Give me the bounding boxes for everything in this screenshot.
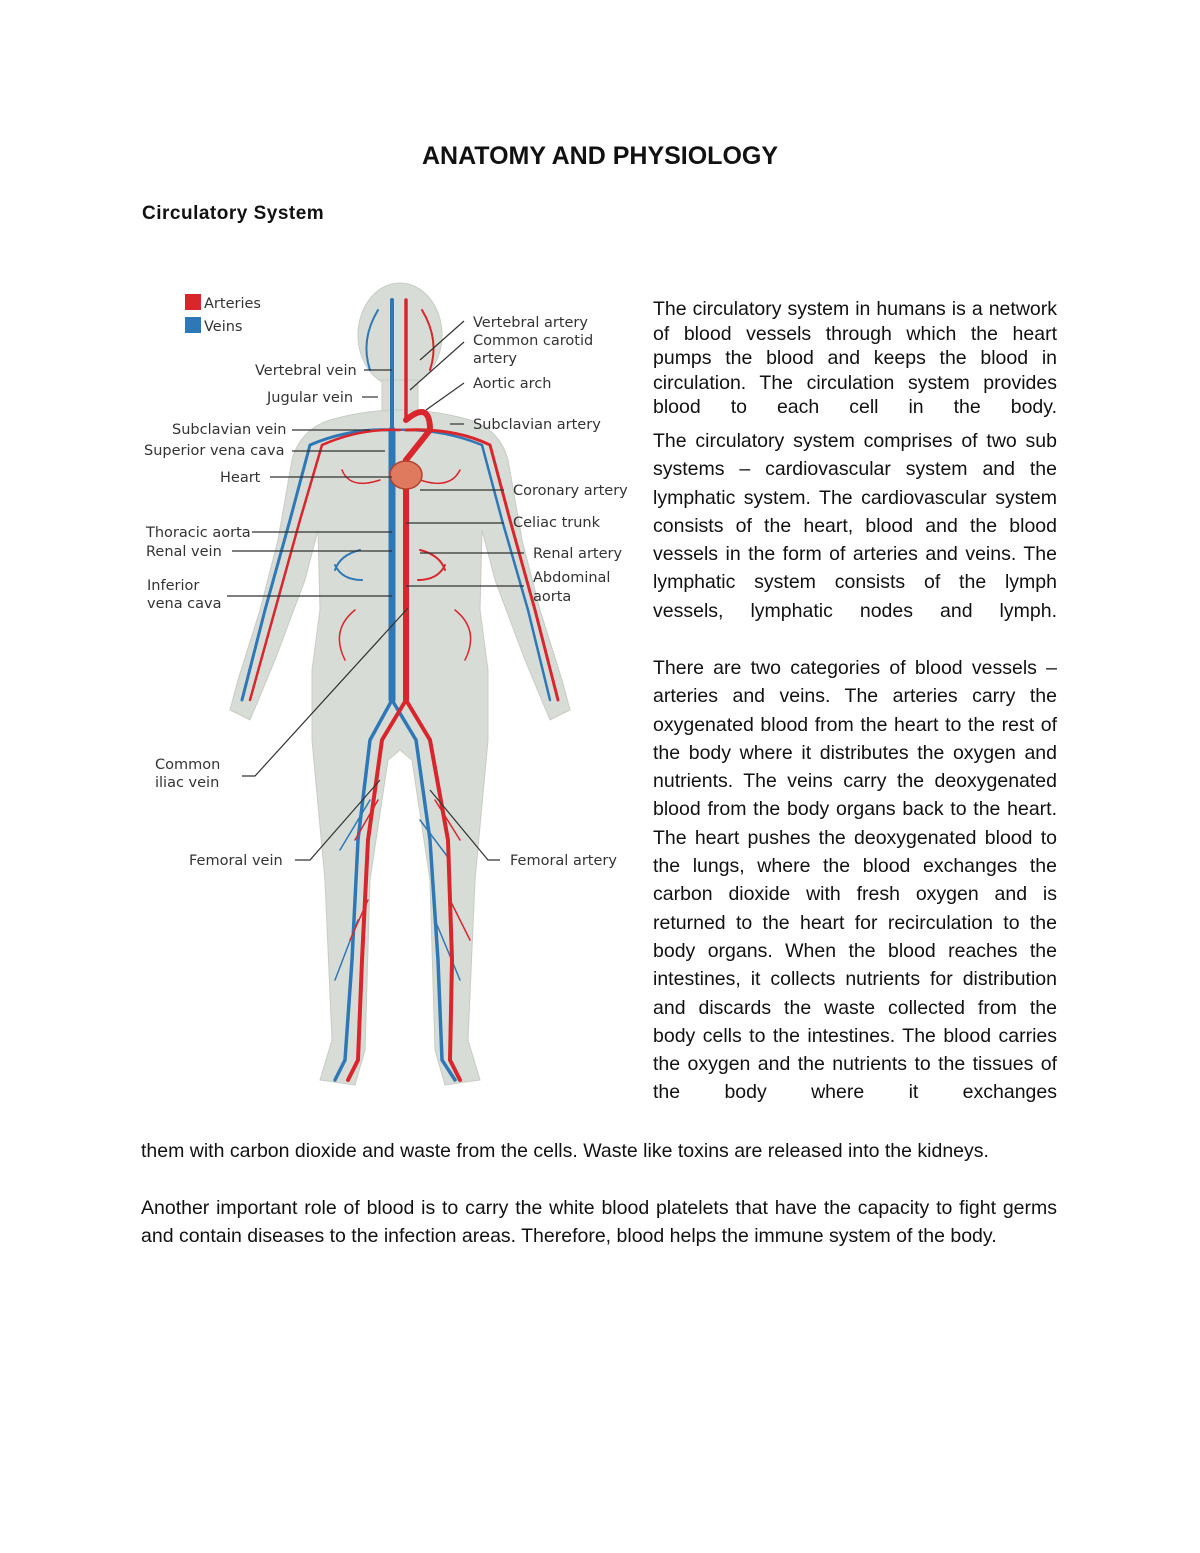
- label-aortic-arch: Aortic arch: [473, 376, 552, 392]
- label-femoral-vein: Femoral vein: [189, 853, 283, 869]
- label-common-iliac-vein-line2: iliac vein: [155, 775, 220, 791]
- label-inferior-vena-cava-line2: vena cava: [147, 596, 222, 612]
- paragraph-blood-vessels-continued: them with carbon dioxide and waste from the cells. Waste like toxins are released into the kidneys.: [141, 1140, 989, 1162]
- paragraph-immune-role: Another important role of blood is to carry the white blood platelets that have the capacity to fight germs and contain diseases to the infection areas. Therefore, blood helps the immune system of the body.: [141, 1197, 1057, 1248]
- label-vertebral-vein: Vertebral vein: [255, 363, 357, 379]
- legend-veins-swatch: [185, 317, 201, 333]
- label-subclavian-artery: Subclavian artery: [473, 417, 601, 433]
- paragraph-blood-vessels: There are two categories of blood vessels – arteries and veins. The arteries carry the oxygenated blood from the heart to the rest of the body where it distributes the oxygen and nutrients. The veins carry the deoxygenated blood from the body organs back to the heart. The heart pushes the deoxygenated blood to the lungs, where the blood exchanges the carbon dioxide with fresh oxygen and is returned to the heart for recirculation to the body organs. When the blood reaches the intestines, it collects nutrients for distribution and discards the waste collected from the body cells to the intestines. The blood carries the oxygen and the nutrients to the tissues of the body where it exchanges: [653, 657, 1057, 1104]
- label-renal-vein: Renal vein: [146, 544, 222, 560]
- label-subclavian-vein: Subclavian vein: [172, 422, 287, 438]
- heart-shape: [390, 461, 422, 489]
- label-inferior-vena-cava-line1: Inferior: [147, 578, 200, 594]
- paragraph-subsystems: The circulatory system comprises of two sub systems – cardiovascular system and the lymphatic system. The cardiovascular system consists of the heart, blood and the blood vessels in the form of arteries and veins. The lymphatic system consists of the lymph vessels, lymphatic nodes and lymph.: [653, 430, 1057, 622]
- paragraph-intro: The circulatory system in humans is a network of blood vessels through which the heart pumps the blood and keeps the blood in circulation. The circulation system provides blood to each cell in the body.: [653, 298, 1057, 419]
- document-title: ANATOMY AND PHYSIOLOGY: [421, 142, 779, 170]
- legend-veins-label: Veins: [204, 319, 243, 335]
- label-femoral-artery: Femoral artery: [510, 853, 617, 869]
- label-heart: Heart: [220, 470, 261, 486]
- label-superior-vena-cava: Superior vena cava: [144, 443, 285, 459]
- label-renal-artery: Renal artery: [533, 546, 623, 562]
- label-vertebral-artery: Vertebral artery: [473, 315, 588, 331]
- label-common-carotid-artery-line1: Common carotid: [473, 333, 594, 349]
- label-jugular-vein: Jugular vein: [267, 390, 354, 406]
- label-thoracic-aorta: Thoracic aorta: [146, 525, 251, 541]
- legend-arteries-swatch: [185, 294, 201, 310]
- circulatory-system-figure: [130, 280, 650, 1110]
- label-common-carotid-artery-line2: artery: [473, 351, 517, 367]
- label-abdominal-aorta-line1: Abdominal: [533, 570, 611, 586]
- label-abdominal-aorta-line2: aorta: [533, 589, 572, 605]
- section-heading: Circulatory System: [142, 203, 325, 224]
- label-coronary-artery: Coronary artery: [513, 483, 628, 499]
- label-celiac-trunk: Celiac trunk: [513, 515, 600, 531]
- label-common-iliac-vein-line1: Common: [155, 757, 221, 773]
- legend-arteries-label: Arteries: [204, 296, 261, 312]
